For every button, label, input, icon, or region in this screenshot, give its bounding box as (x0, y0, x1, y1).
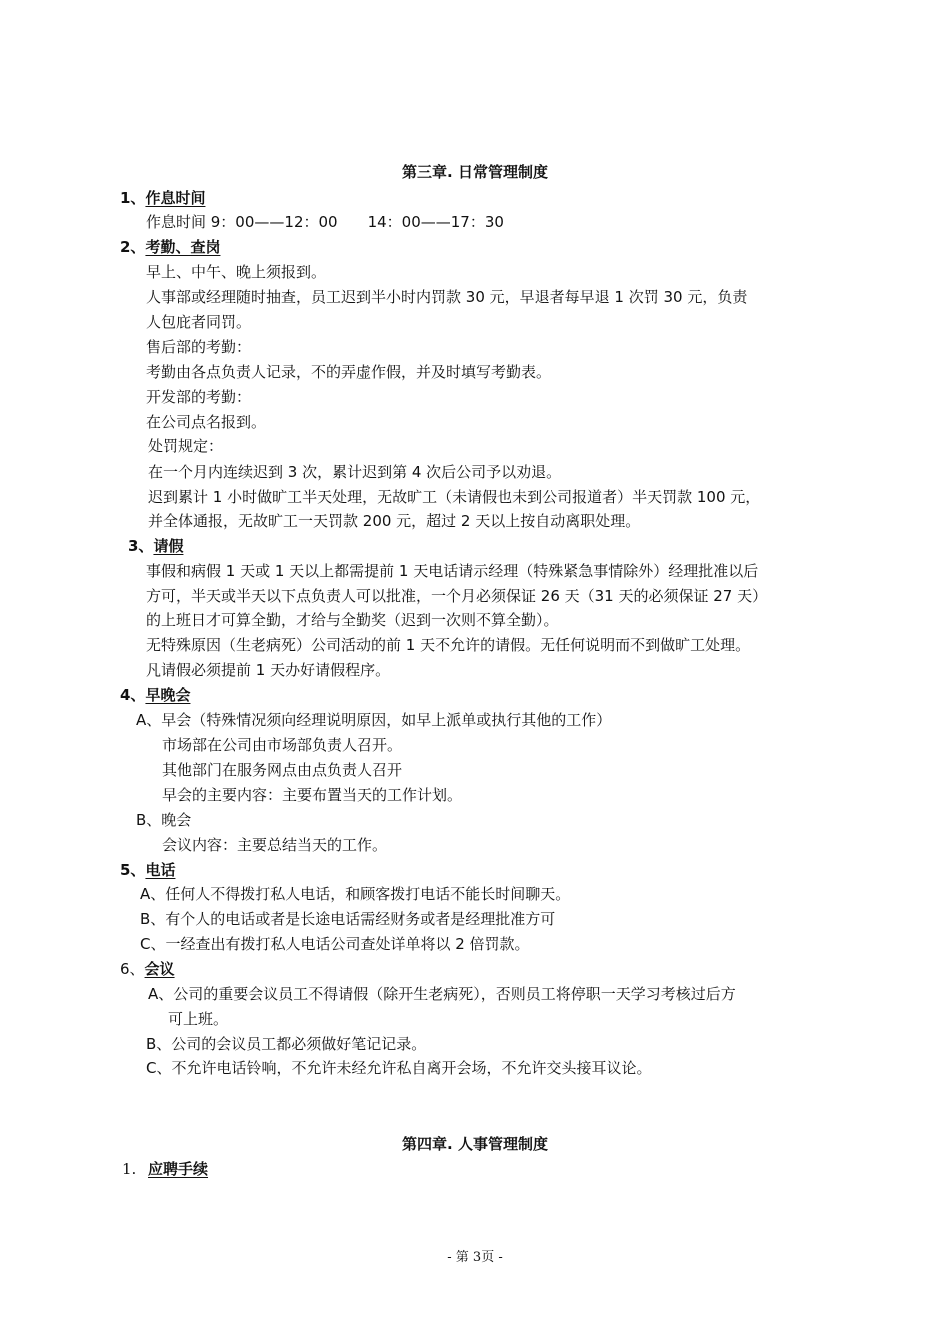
section-1-heading (120, 188, 205, 208)
section-number: 5、 (120, 861, 146, 879)
section-title: 请假 (153, 537, 184, 555)
paragraph-line: 并全体通报，无故旷工一天罚款 200 元，超过 2 天以上按自动离职处理。 (148, 512, 641, 530)
section-3-heading (128, 536, 183, 556)
section-4-heading (120, 685, 190, 705)
paragraph-line: 早会的主要内容：主要布置当天的工作计划。 (162, 786, 463, 804)
paragraph-line: 市场部在公司由市场部负责人召开。 (162, 736, 403, 754)
paragraph-line: 的上班日才可算全勤，才给与全勤奖（迟到一次则不算全勤）。 (146, 611, 559, 629)
paragraph-line: A、早会（特殊情况须向经理说明原因，如早上派单或执行其他的工作） (136, 711, 612, 729)
paragraph-line: 凡请假必须提前 1 天办好请假程序。 (146, 661, 391, 679)
section-6-heading (120, 959, 175, 979)
paragraph-line: 处罚规定： (148, 437, 224, 455)
section-title: 考勤、查岗 (145, 238, 221, 256)
section-number: 2、 (120, 238, 146, 256)
paragraph-line: 作息时间 9：00——12：00 14：00——17：30 (146, 213, 504, 231)
paragraph-line: C、一经查出有拨打私人电话公司查处详单将以 2 倍罚款。 (140, 935, 530, 953)
section-number: 3、 (128, 537, 154, 555)
chapter4-title: 第四章. 人事管理制度 (402, 1135, 548, 1153)
paragraph-line: 人包庇者同罚。 (146, 313, 252, 331)
section-number: 6、 (120, 960, 145, 978)
paragraph-line: 其他部门在服务网点由点负责人召开 (162, 761, 403, 779)
chapter3-title: 第三章. 日常管理制度 (402, 163, 548, 181)
chapter4-section-1-heading (122, 1159, 208, 1179)
section-title: 电话 (145, 861, 176, 879)
paragraph-line: 会议内容：主要总结当天的工作。 (162, 836, 388, 854)
paragraph-line: A、任何人不得拨打私人电话，和顾客拨打电话不能长时间聊天。 (140, 885, 571, 903)
paragraph-line: B、晚会 (136, 811, 192, 829)
section-number: 1. (122, 1160, 137, 1178)
section-title: 作息时间 (145, 189, 206, 207)
paragraph-line: 可上班。 (168, 1010, 229, 1028)
paragraph-line: B、公司的会议员工都必须做好笔记记录。 (146, 1035, 427, 1053)
section-title: 早晚会 (145, 686, 191, 704)
paragraph-line: 方可，半天或半天以下点负责人可以批准，一个月必须保证 26 天（31 天的必须保证 27 天） (146, 587, 768, 605)
paragraph-line: 人事部或经理随时抽查，员工迟到半小时内罚款 30 元，早退者每早退 1 次罚 30 元，负责 (146, 288, 748, 306)
section-2-heading (120, 237, 220, 257)
paragraph-line: 无特殊原因（生老病死）公司活动的前 1 天不允许的请假。无任何说明而不到做旷工处理。 (146, 636, 751, 654)
section-number: 4、 (120, 686, 146, 704)
paragraph-line: 在一个月内连续迟到 3 次，累计迟到第 4 次后公司予以劝退。 (148, 463, 562, 481)
paragraph-line: 在公司点名报到。 (146, 413, 267, 431)
paragraph-line: 开发部的考勤： (146, 388, 252, 406)
section-number: 1、 (120, 189, 146, 207)
paragraph-line: 售后部的考勤： (146, 338, 252, 356)
section-title: 应聘手续 (148, 1160, 209, 1178)
paragraph-line: 迟到累计 1 小时做旷工半天处理，无故旷工（未请假也未到公司报道者）半天罚款 100 元， (148, 488, 761, 506)
paragraph-line: 早上、中午、晚上须报到。 (146, 263, 327, 281)
paragraph-line: C、不允许电话铃响，不允许未经允许私自离开会场，不允许交头接耳议论。 (146, 1059, 652, 1077)
paragraph-line: B、有个人的电话或者是长途电话需经财务或者是经理批准方可 (140, 910, 556, 928)
paragraph-line: 事假和病假 1 天或 1 天以上都需提前 1 天电话请示经理（特殊紧急事情除外）经理批准以后 (146, 562, 759, 580)
paragraph-line: A、公司的重要会议员工不得请假（除开生老病死），否则员工将停职一天学习考核过后方 (148, 985, 736, 1003)
section-5-heading (120, 860, 175, 880)
paragraph-line: 考勤由各点负责人记录，不的弄虚作假，并及时填写考勤表。 (146, 363, 552, 381)
section-title: 会议 (144, 960, 175, 978)
page-number-footer: - 第 3页 - (447, 1250, 503, 1265)
